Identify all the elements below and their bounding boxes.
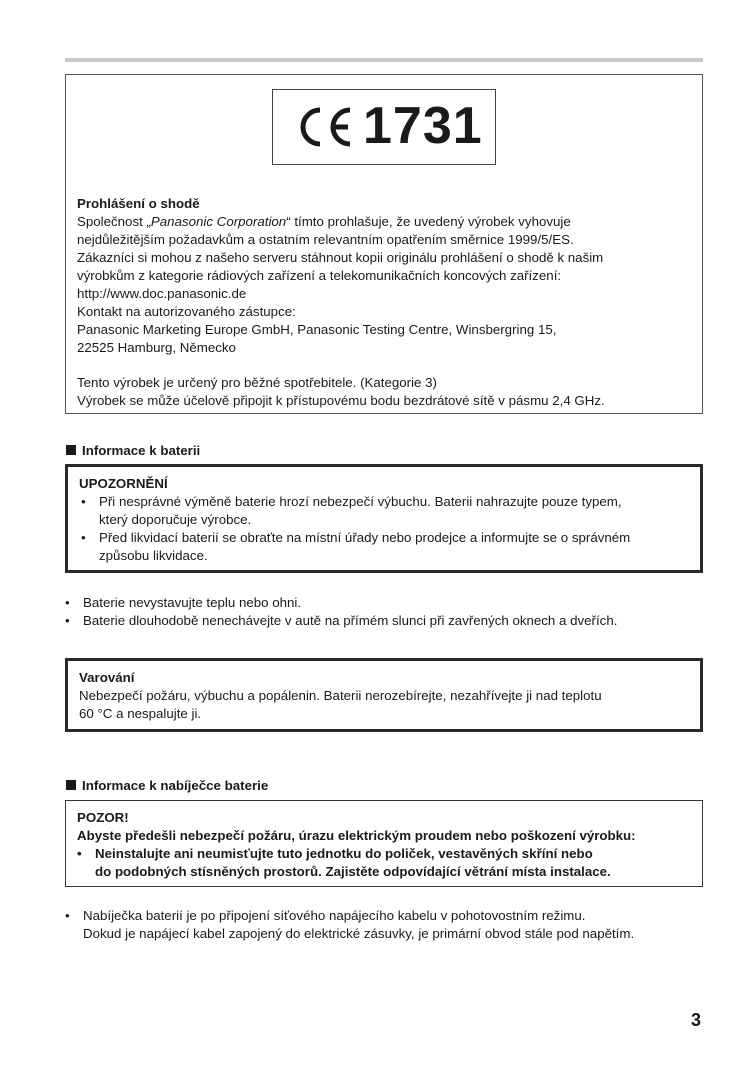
caution-item-text: Při nesprávné výměně baterie hrozí nebezpečí výbuchu. Baterii nahrazujte pouze typem, bbox=[99, 494, 622, 509]
caution-item-text: způsobu likvidace. bbox=[99, 548, 208, 563]
wireless-access-line: Výrobek se může účelově připojit k přístupovému bodu bezdrátové sítě v pásmu 2,4 GHz. bbox=[77, 393, 605, 408]
page-number: 3 bbox=[691, 1010, 702, 1030]
caution-item bbox=[77, 845, 697, 881]
battery-notes-list bbox=[65, 594, 705, 630]
caution-item-text: do podobných stísněných prostorů. Zajistěte odpovídající větrání místa instalace. bbox=[95, 864, 611, 879]
contact-address: Panasonic Marketing Europe GmbH, Panasonic Testing Centre, Winsbergring 15, bbox=[77, 322, 557, 337]
list-item-text: Baterie dlouhodobě nenechávejte v autě na přímém slunci při zavřených oknech a dveřích. bbox=[83, 613, 618, 628]
charger-notes-list bbox=[65, 907, 705, 943]
declaration-box bbox=[65, 74, 703, 414]
warning-text: 60 °C a nespalujte ji. bbox=[79, 706, 202, 721]
ce-logo-icon bbox=[295, 106, 355, 148]
contact-label: Kontakt na autorizovaného zástupce: bbox=[77, 304, 296, 319]
bullet-icon: • bbox=[77, 846, 82, 861]
caution-item-text: Neinstalujte ani neumisťujte tuto jednotku do poliček, vestavěných skříní nebo bbox=[95, 846, 593, 861]
list-item bbox=[65, 594, 705, 612]
consumer-category-line: Tento výrobek je určený pro běžné spotřebitele. (Kategorie 3) bbox=[77, 375, 437, 390]
bullet-icon: • bbox=[65, 613, 70, 628]
bullet-icon: • bbox=[65, 595, 70, 610]
company-name: Panasonic Corporation bbox=[150, 214, 287, 229]
square-bullet-icon bbox=[66, 445, 76, 455]
bullet-icon: • bbox=[65, 908, 70, 923]
declaration-text bbox=[77, 195, 687, 410]
caution-item bbox=[79, 493, 691, 529]
battery-caution-box bbox=[65, 464, 703, 573]
certification-number: 1731 bbox=[363, 97, 483, 155]
caution-item bbox=[79, 529, 691, 565]
declaration-text-prefix: Společnost „ bbox=[77, 214, 151, 229]
declaration-title: Prohlášení o shodě bbox=[77, 196, 200, 211]
warning-title: Varování bbox=[79, 670, 135, 685]
bullet-icon: • bbox=[81, 530, 86, 545]
top-divider bbox=[65, 58, 703, 62]
battery-section-heading bbox=[66, 443, 200, 458]
declaration-line: nejdůležitějším požadavkům a ostatním relevantním opatřením směrnice 1999/5/ES. bbox=[77, 232, 574, 247]
square-bullet-icon bbox=[66, 780, 76, 790]
list-item bbox=[65, 612, 705, 630]
declaration-line: výrobkům z kategorie rádiových zařízení a telekomunikačních koncových zařízení: bbox=[77, 268, 562, 283]
list-item bbox=[65, 907, 705, 943]
declaration-text-suffix: “ tímto prohlašuje, že uvedený výrobek vyhovuje bbox=[286, 214, 571, 229]
declaration-url[interactable]: http://www.doc.panasonic.de bbox=[77, 286, 247, 301]
charger-heading-text: Informace k nabíječce baterie bbox=[82, 778, 269, 793]
caution-title: UPOZORNĚNÍ bbox=[79, 476, 168, 491]
declaration-line: Zákazníci si mohou z našeho serveru stáhnout kopii originálu prohlášení o shodě k našim bbox=[77, 250, 604, 265]
caution-item-text: Před likvidací baterií se obraťte na místní úřady nebo prodejce a informujte se o správném bbox=[99, 530, 631, 545]
ce-certification-mark bbox=[272, 89, 496, 165]
caution-item-text: který doporučuje výrobce. bbox=[99, 512, 252, 527]
bullet-icon: • bbox=[81, 494, 86, 509]
list-item-text: Dokud je napájecí kabel zapojený do elektrické zásuvky, je primární obvod stále pod napětím. bbox=[83, 926, 635, 941]
contact-address: 22525 Hamburg, Německo bbox=[77, 340, 236, 355]
battery-heading-text: Informace k baterii bbox=[82, 443, 201, 458]
battery-warning-box bbox=[65, 658, 703, 732]
caution-title: POZOR! bbox=[77, 810, 129, 825]
declaration-line bbox=[77, 213, 687, 231]
warning-text: Nebezpečí požáru, výbuchu a popálenin. Baterii nerozebírejte, nezahřívejte ji nad teplotu bbox=[79, 688, 602, 703]
list-item-text: Baterie nevystavujte teplu nebo ohni. bbox=[83, 595, 302, 610]
list-item-text: Nabíječka baterií je po připojení síťového napájecího kabelu v pohotovostním režimu. bbox=[83, 908, 586, 923]
caution-subtitle: Abyste předešli nebezpečí požáru, úrazu elektrickým proudem nebo poškození výrobku: bbox=[77, 828, 636, 843]
charger-caution-box bbox=[65, 800, 703, 887]
charger-section-heading bbox=[66, 778, 268, 793]
